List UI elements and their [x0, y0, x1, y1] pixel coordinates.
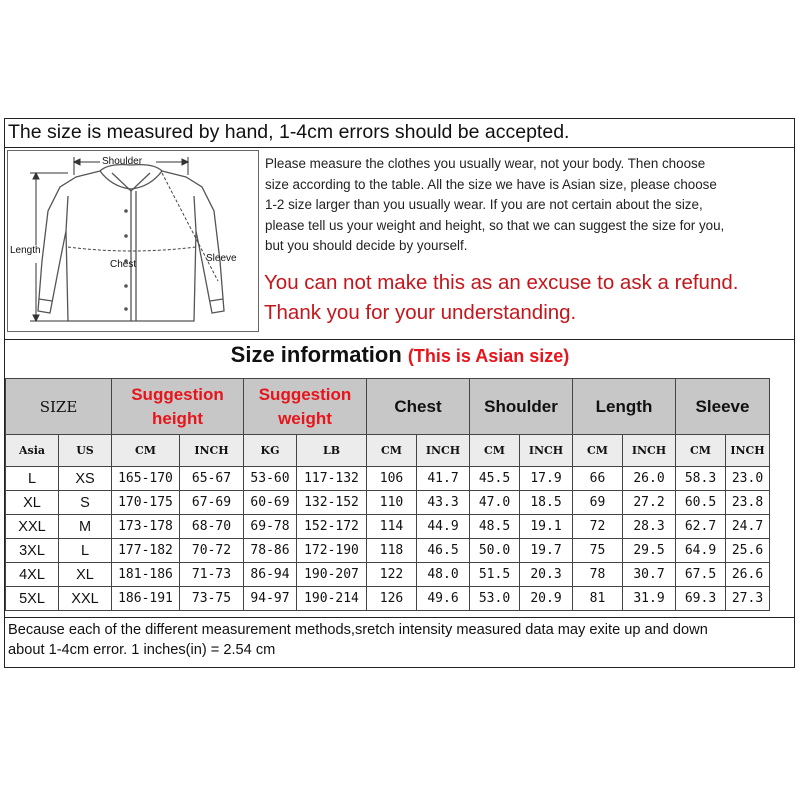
table-cell: 53.0 — [470, 587, 520, 611]
table-cell: 47.0 — [470, 491, 520, 515]
subheader-cell: CM — [470, 435, 520, 467]
table-cell: 30.7 — [623, 563, 676, 587]
table-cell: 17.9 — [520, 467, 573, 491]
table-cell: 181-186 — [112, 563, 180, 587]
table-cell: S — [59, 491, 112, 515]
header-chest: Chest — [367, 379, 470, 435]
table-cell: 26.0 — [623, 467, 676, 491]
table-cell: 118 — [367, 539, 417, 563]
table-cell: 44.9 — [417, 515, 470, 539]
table-cell: 60-69 — [244, 491, 297, 515]
table-unit-header — [6, 435, 770, 467]
table-cell: 27.2 — [623, 491, 676, 515]
table-cell: 27.3 — [726, 587, 770, 611]
table-cell: 53-60 — [244, 467, 297, 491]
table-cell: XL — [59, 563, 112, 587]
subheader-cell: INCH — [623, 435, 676, 467]
table-cell: 86-94 — [244, 563, 297, 587]
table-cell: 132-152 — [297, 491, 367, 515]
shoulder-label: Shoulder — [102, 156, 143, 167]
table-group-header — [6, 379, 770, 435]
subheader-cell: Asia — [6, 435, 59, 467]
header-suggestion-weight: Suggestion weight — [244, 379, 367, 435]
divider — [4, 147, 795, 148]
divider — [4, 339, 795, 340]
table-cell: 62.7 — [676, 515, 726, 539]
table-cell: 20.3 — [520, 563, 573, 587]
subheader-cell: CM — [112, 435, 180, 467]
table-cell: XXL — [59, 587, 112, 611]
table-row — [6, 467, 770, 491]
table-cell: XS — [59, 467, 112, 491]
instruction-line: size according to the table. All the size we have is Asian size, please choose — [265, 176, 717, 192]
footer-line: about 1-4cm error. 1 inches(in) = 2.54 cm — [8, 642, 276, 658]
shirt-diagram — [7, 150, 259, 332]
subheader-cell: INCH — [417, 435, 470, 467]
instruction-line: Please measure the clothes you usually wear, not your body. Then choose — [265, 156, 706, 171]
table-cell: 28.3 — [623, 515, 676, 539]
table-cell: 49.6 — [417, 587, 470, 611]
table-cell: 114 — [367, 515, 417, 539]
table-cell: 50.0 — [470, 539, 520, 563]
table-cell: 5XL — [6, 587, 59, 611]
subheader-cell: INCH — [180, 435, 244, 467]
table-cell: 172-190 — [297, 539, 367, 563]
table-cell: 66 — [573, 467, 623, 491]
table-cell: 152-172 — [297, 515, 367, 539]
table-cell: 48.5 — [470, 515, 520, 539]
subheader-cell: CM — [573, 435, 623, 467]
table-cell: 78-86 — [244, 539, 297, 563]
title-subtitle: (This is Asian size) — [407, 346, 570, 366]
table-cell: 190-207 — [297, 563, 367, 587]
header-shoulder: Shoulder — [470, 379, 573, 435]
table-cell: 31.9 — [623, 587, 676, 611]
table-cell: 24.7 — [726, 515, 770, 539]
divider — [4, 617, 795, 618]
subheader-cell: US — [59, 435, 112, 467]
table-cell: 64.9 — [676, 539, 726, 563]
table-cell: 4XL — [6, 563, 59, 587]
footer-note — [8, 620, 708, 660]
table-cell: 70-72 — [180, 539, 244, 563]
subheader-cell: CM — [367, 435, 417, 467]
table-cell: 190-214 — [297, 587, 367, 611]
title-main: Size information — [230, 342, 402, 367]
table-cell: 94-97 — [244, 587, 297, 611]
table-cell: 186-191 — [112, 587, 180, 611]
table-cell: 110 — [367, 491, 417, 515]
table-row — [6, 539, 770, 563]
table-cell: 71-73 — [180, 563, 244, 587]
table-cell: 25.6 — [726, 539, 770, 563]
table-cell: 126 — [367, 587, 417, 611]
table-row — [6, 491, 770, 515]
table-cell: 73-75 — [180, 587, 244, 611]
table-row — [6, 587, 770, 611]
table-cell: 26.6 — [726, 563, 770, 587]
header-suggestion-height: Suggestion height — [112, 379, 244, 435]
measurement-instructions — [265, 154, 785, 257]
table-cell: 45.5 — [470, 467, 520, 491]
table-cell: 41.7 — [417, 467, 470, 491]
table-body — [6, 467, 770, 611]
instruction-line: but you should decide by yourself. — [265, 238, 468, 254]
table-row — [6, 515, 770, 539]
table-cell: XXL — [6, 515, 59, 539]
table-cell: 65-67 — [180, 467, 244, 491]
header-size: SIZE — [6, 379, 112, 435]
footer-line: Because each of the different measurement methods,sretch intensity measured data may exite up and down — [8, 622, 708, 638]
subheader-cell: KG — [244, 435, 297, 467]
table-cell: 69 — [573, 491, 623, 515]
chest-label: Chest — [110, 259, 137, 270]
table-cell: 48.0 — [417, 563, 470, 587]
size-info-title — [0, 342, 800, 368]
warning-line: Thank you for your understanding. — [264, 301, 577, 324]
table-cell: M — [59, 515, 112, 539]
table-cell: 165-170 — [112, 467, 180, 491]
table-cell: 117-132 — [297, 467, 367, 491]
header-length: Length — [573, 379, 676, 435]
table-cell: 68-70 — [180, 515, 244, 539]
instruction-line: please tell us your weight and height, so that we can suggest the size for you, — [265, 217, 725, 233]
table-cell: 67.5 — [676, 563, 726, 587]
subheader-cell: LB — [297, 435, 367, 467]
refund-warning — [264, 268, 738, 328]
table-cell: 69.3 — [676, 587, 726, 611]
table-cell: 106 — [367, 467, 417, 491]
table-cell: 29.5 — [623, 539, 676, 563]
table-cell: 43.3 — [417, 491, 470, 515]
table-cell: 72 — [573, 515, 623, 539]
warning-line: You can not make this as an excuse to ask a refund. — [264, 271, 739, 294]
table-cell: 81 — [573, 587, 623, 611]
table-cell: 67-69 — [180, 491, 244, 515]
table-cell: 46.5 — [417, 539, 470, 563]
table-cell: 122 — [367, 563, 417, 587]
subheader-cell: CM — [676, 435, 726, 467]
table-cell: 177-182 — [112, 539, 180, 563]
table-cell: 173-178 — [112, 515, 180, 539]
table-cell: 60.5 — [676, 491, 726, 515]
table-cell: L — [59, 539, 112, 563]
length-label: Length — [10, 245, 41, 256]
table-cell: L — [6, 467, 59, 491]
table-cell: 170-175 — [112, 491, 180, 515]
instruction-line: 1-2 size larger than you usually wear. If you are not certain about the size, — [265, 197, 703, 213]
table-cell: 75 — [573, 539, 623, 563]
table-cell: 51.5 — [470, 563, 520, 587]
table-row — [6, 563, 770, 587]
table-cell: 19.7 — [520, 539, 573, 563]
table-cell: 3XL — [6, 539, 59, 563]
size-table — [5, 378, 770, 611]
shirt-measurement-illustration — [8, 151, 258, 331]
table-cell: 69-78 — [244, 515, 297, 539]
table-cell: 18.5 — [520, 491, 573, 515]
measurement-notice: The size is measured by hand, 1-4cm errors should be accepted. — [8, 121, 570, 143]
sleeve-label: Sleeve — [206, 253, 237, 264]
header-sleeve: Sleeve — [676, 379, 770, 435]
subheader-cell: INCH — [726, 435, 770, 467]
table-cell: 23.8 — [726, 491, 770, 515]
table-cell: 58.3 — [676, 467, 726, 491]
table-cell: XL — [6, 491, 59, 515]
table-cell: 23.0 — [726, 467, 770, 491]
table-cell: 20.9 — [520, 587, 573, 611]
subheader-cell: INCH — [520, 435, 573, 467]
table-cell: 19.1 — [520, 515, 573, 539]
table-cell: 78 — [573, 563, 623, 587]
